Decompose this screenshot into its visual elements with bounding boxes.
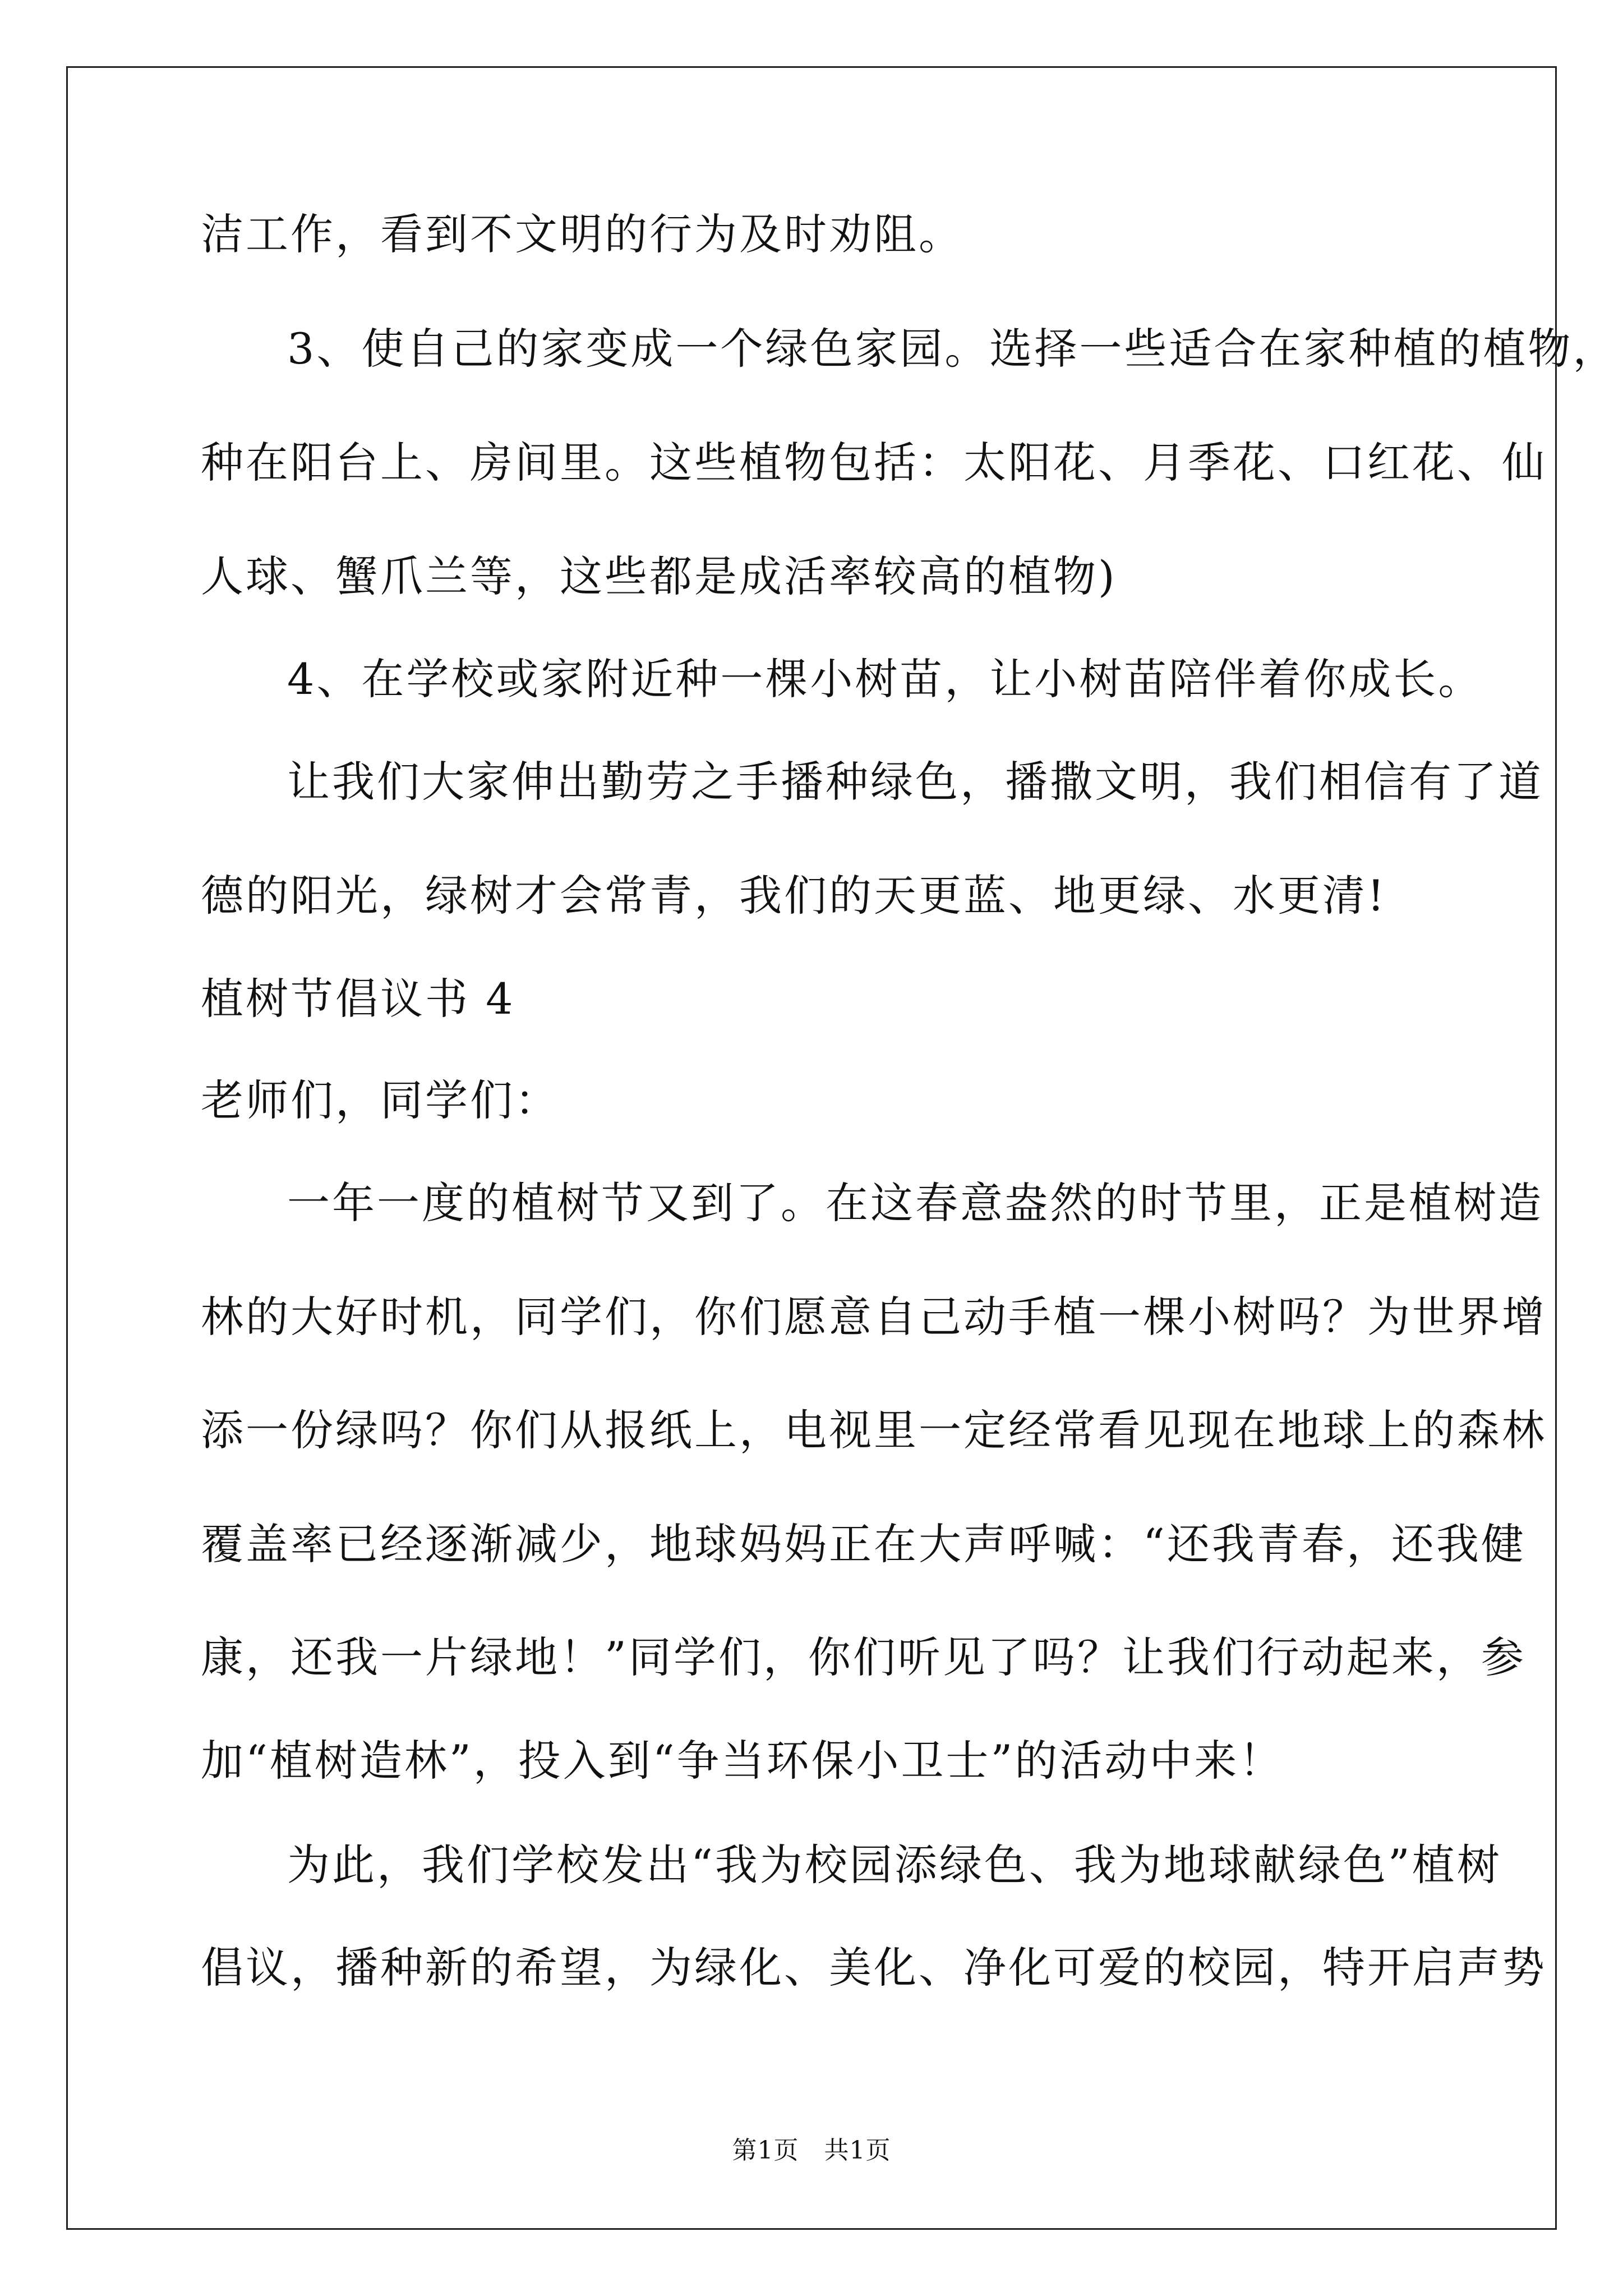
body-line-15: 加“植树造林”，投入到“争当环保小卫士”的活动中来！: [201, 1736, 1284, 1786]
page-border: [66, 66, 1557, 2230]
page-number-footer: 第1页 共1页: [732, 2136, 891, 2165]
section-heading: 植树节倡议书 4: [201, 974, 515, 1024]
body-line-4: 人球、蟹爪兰等，这些都是成活率较高的植物): [201, 551, 1117, 601]
body-line-14: 康，还我一片绿地！”同学们，你们听见了吗？让我们行动起来，参: [201, 1632, 1526, 1682]
body-line-11: 林的大好时机，同学们，你们愿意自己动手植一棵小树吗？为世界增: [201, 1292, 1547, 1342]
body-line-3: 种在阳台上、房间里。这些植物包括：太阳花、月季花、口红花、仙: [201, 438, 1547, 487]
body-line-2: 3、使自己的家变成一个绿色家园。选择一些适合在家种植的植物，: [287, 324, 1618, 374]
body-line-17: 倡议，播种新的希望，为绿化、美化、净化可爱的校园，特开启声势: [201, 1943, 1547, 1993]
body-line-16: 为此，我们学校发出“我为校园添绿色、我为地球献绿色”植树: [287, 1840, 1502, 1890]
body-line-13: 覆盖率已经逐渐减少，地球妈妈正在大声呼喊：“还我青春，还我健: [201, 1519, 1526, 1569]
body-line-5: 4、在学校或家附近种一棵小树苗，让小树苗陪伴着你成长。: [287, 654, 1483, 704]
body-line-1: 洁工作，看到不文明的行为及时劝阻。: [201, 209, 963, 259]
body-line-6: 让我们大家伸出勤劳之手播种绿色，播撒文明，我们相信有了道: [287, 757, 1543, 807]
body-line-7: 德的阳光，绿树才会常青，我们的天更蓝、地更绿、水更清!: [201, 871, 1387, 921]
salutation: 老师们，同学们：: [201, 1075, 560, 1125]
body-line-12: 添一份绿吗？你们从报纸上，电视里一定经常看见现在地球上的森林: [201, 1405, 1547, 1455]
body-line-10: 一年一度的植树节又到了。在这春意盎然的时节里，正是植树造: [287, 1178, 1543, 1228]
